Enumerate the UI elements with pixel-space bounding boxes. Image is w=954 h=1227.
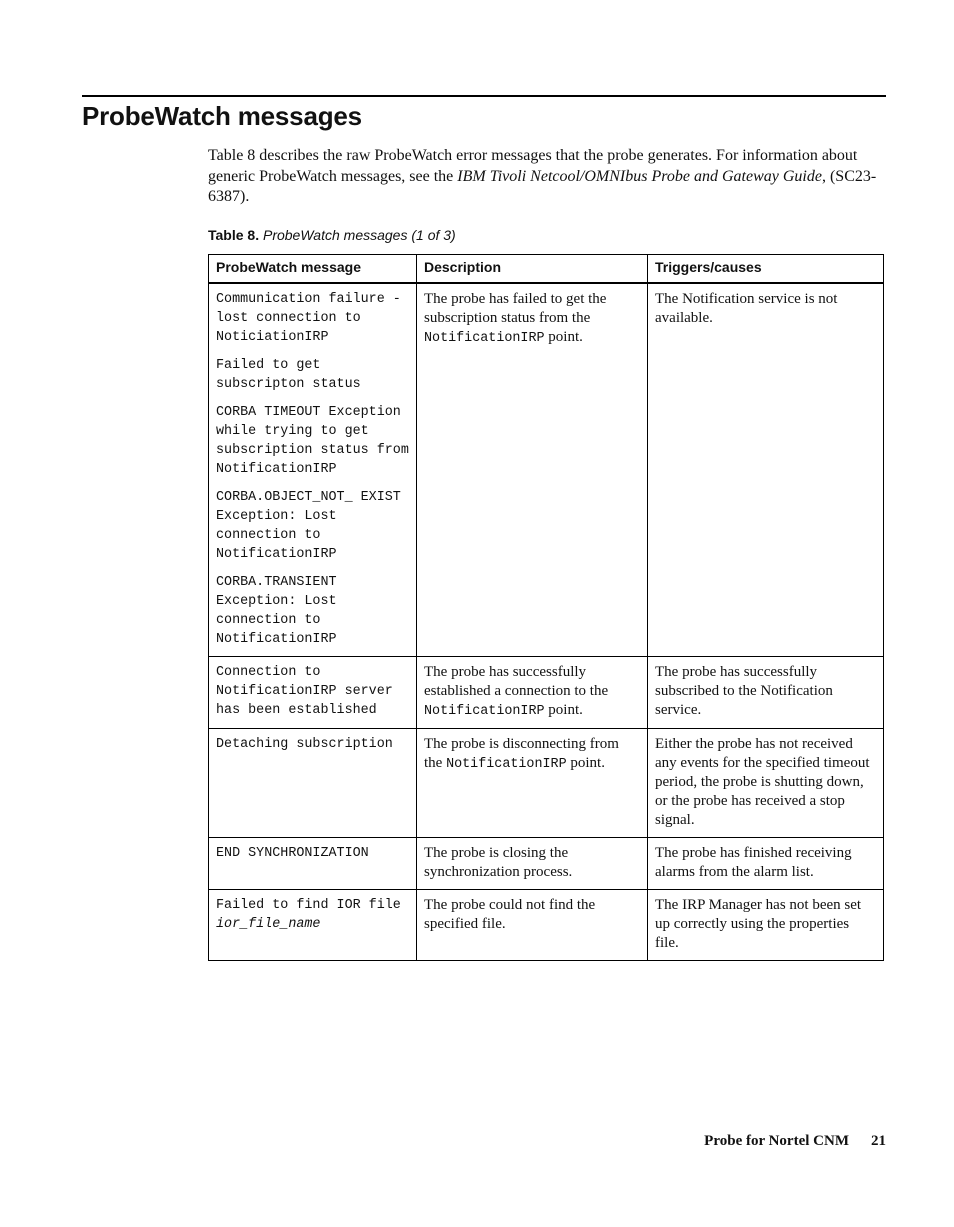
description-cell [417, 729, 648, 838]
footer-title: Probe for Nortel CNM [704, 1133, 849, 1149]
description-cell: The probe could not find the specified file. [417, 890, 648, 961]
description-cell [417, 657, 648, 729]
header-description: Description [417, 255, 648, 284]
trigger-cell: The IRP Manager has not been set up correctly using the properties file. [648, 890, 884, 961]
intro-book-title: IBM Tivoli Netcool/OMNIbus Probe and Gateway Guide [457, 167, 822, 185]
message-text: CORBA.TRANSIENT Exception: Lost connection to NotificationIRP [216, 575, 337, 647]
message-text: Detaching subscription [216, 737, 393, 752]
message-cell [209, 838, 417, 890]
table-caption-title: ProbeWatch messages (1 of 3) [262, 227, 456, 243]
intro-paragraph [208, 146, 888, 208]
description-text: The probe has successfully established a connection to the [424, 664, 609, 699]
message-text: Connection to NotificationIRP server has been established [216, 665, 393, 718]
heading-rule [82, 95, 886, 97]
message-variable: ior_file_name [216, 917, 321, 932]
header-probewatch-message: ProbeWatch message [209, 255, 417, 284]
message-cell [209, 283, 417, 657]
description-text: The probe has failed to get the subscription status from the [424, 291, 607, 326]
description-code: NotificationIRP [424, 331, 545, 346]
table-row [209, 657, 884, 729]
description-text-end: point. [544, 702, 583, 718]
table-caption [208, 227, 456, 243]
table-row [209, 729, 884, 838]
table-header-row [209, 255, 884, 284]
header-triggers-causes: Triggers/causes [648, 255, 884, 284]
message-text: Communication failure - lost connection to NoticiationIRP [216, 292, 401, 345]
description-cell: The probe is closing the synchronization process. [417, 838, 648, 890]
table-row [209, 890, 884, 961]
trigger-cell: Either the probe has not received any events for the specified timeout period, the probe is shutting down, or the probe has received a stop signal. [648, 729, 884, 838]
description-code: NotificationIRP [446, 757, 567, 772]
table-caption-label: Table 8. [208, 227, 260, 243]
message-text: Failed to get subscripton status [216, 358, 361, 392]
table-row [209, 838, 884, 890]
page-footer [704, 1133, 886, 1150]
description-text-end: point. [544, 329, 583, 345]
message-text: CORBA.OBJECT_NOT_ EXIST Exception: Lost connection to NotificationIRP [216, 490, 401, 562]
page-number: 21 [871, 1133, 886, 1149]
message-text: CORBA TIMEOUT Exception while trying to get subscription status from NotificationIRP [216, 405, 409, 477]
intro-text-after: , (SC23-6387). [208, 167, 877, 205]
message-cell [209, 729, 417, 838]
message-cell [209, 890, 417, 961]
message-cell [209, 657, 417, 729]
message-text: END SYNCHRONIZATION [216, 846, 369, 861]
trigger-cell: The Notification service is not available. [648, 283, 884, 657]
description-cell [417, 283, 648, 657]
probewatch-messages-table [208, 254, 884, 961]
trigger-cell: The probe has finished receiving alarms from the alarm list. [648, 838, 884, 890]
description-text-end: point. [566, 755, 605, 771]
message-text: Failed to find IOR file [216, 898, 401, 913]
trigger-cell: The probe has successfully subscribed to the Notification service. [648, 657, 884, 729]
page-title: ProbeWatch messages [82, 101, 362, 131]
description-code: NotificationIRP [424, 704, 545, 719]
description-text: The probe is disconnecting from the [424, 736, 619, 771]
table-row [209, 283, 884, 657]
intro-text-before: Table 8 describes the raw ProbeWatch error messages that the probe generates. For information about generic ProbeWatch messages, see the [208, 147, 858, 185]
